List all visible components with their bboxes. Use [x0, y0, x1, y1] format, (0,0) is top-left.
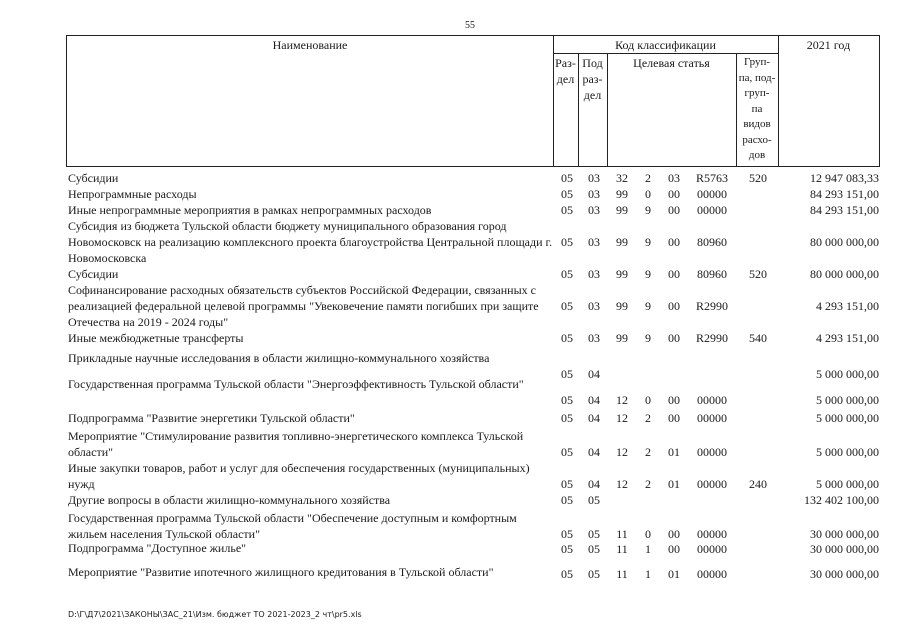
code-c: 00	[668, 235, 680, 249]
code-c: 00	[668, 267, 680, 281]
table-row	[0, 540, 905, 558]
code-a: 99	[616, 235, 628, 249]
code-c: 00	[668, 187, 680, 201]
code-g: 540	[749, 331, 767, 345]
code-p: 03	[588, 187, 600, 201]
code-d: 80960	[697, 235, 727, 249]
code-d: 00000	[697, 527, 727, 541]
code-c: 00	[668, 542, 680, 556]
code-d: 00000	[697, 203, 727, 217]
header-code: Код классификации	[615, 38, 716, 52]
table-row	[0, 186, 905, 202]
table-row	[0, 428, 905, 460]
table-row	[0, 282, 905, 330]
code-c: 01	[668, 445, 680, 459]
row-sum: 30 000 000,00	[810, 542, 879, 556]
code-p: 04	[588, 393, 600, 407]
code-p: 04	[588, 367, 600, 381]
table-header	[66, 35, 880, 167]
code-b: 2	[645, 477, 651, 491]
code-c: 00	[668, 331, 680, 345]
table-row	[0, 330, 905, 346]
code-c: 00	[668, 527, 680, 541]
code-b: 1	[645, 542, 651, 556]
row-sum: 4 293 151,00	[816, 299, 879, 313]
code-b: 0	[645, 187, 651, 201]
code-b: 1	[645, 567, 651, 581]
row-name: Иные закупки товаров, работ и услуг для обеспечения государственных (муниципальных) нужд	[68, 461, 530, 491]
code-b: 9	[645, 299, 651, 313]
code-c: 01	[668, 567, 680, 581]
row-name: Иные непрограммные мероприятия в рамках непрограммных расходов	[68, 203, 432, 217]
code-g: 520	[749, 171, 767, 185]
code-r: 05	[561, 477, 573, 491]
col-divider	[778, 36, 779, 166]
code-a: 99	[616, 299, 628, 313]
code-a: 32	[616, 171, 628, 185]
code-d: R2990	[695, 299, 728, 313]
code-a: 11	[616, 527, 628, 541]
code-r: 05	[561, 267, 573, 281]
row-sum: 80 000 000,00	[810, 267, 879, 281]
row-name: Софинансирование расходных обязательств субъектов Российской Федерации, связанных с реализацией федеральной целевой программы "Увековечение памяти погибших при защите Отечества на 2019 - 2024 годы"	[68, 283, 539, 329]
code-r: 05	[561, 171, 573, 185]
table-row	[0, 564, 905, 584]
code-p: 03	[588, 267, 600, 281]
row-name: Субсидия из бюджета Тульской области бюджету муниципального образования город Новомосковск на реализацию комплексного проекта благоустройства Центральной площади г. Новомосковска	[68, 219, 553, 265]
code-c: 00	[668, 411, 680, 425]
code-d: 00000	[697, 187, 727, 201]
code-b: 0	[645, 393, 651, 407]
row-divider	[553, 53, 778, 54]
row-name: Прикладные научные исследования в области жилищно-коммунального хозяйства	[68, 351, 490, 365]
table-row	[0, 218, 905, 266]
code-r: 05	[561, 567, 573, 581]
code-p: 04	[588, 411, 600, 425]
row-sum: 12 947 083,33	[810, 171, 879, 185]
row-name: Субсидии	[68, 267, 119, 281]
row-name: Иные межбюджетные трансферты	[68, 331, 244, 345]
code-r: 05	[561, 542, 573, 556]
row-name: Подпрограмма "Развитие энергетики Тульской области"	[68, 411, 355, 425]
header-name: Наименование	[272, 38, 348, 52]
code-r: 05	[561, 299, 573, 313]
code-d: 00000	[697, 477, 727, 491]
table-row	[0, 460, 905, 492]
table-row	[0, 510, 905, 540]
row-sum: 5 000 000,00	[816, 367, 879, 381]
code-r: 05	[561, 493, 573, 507]
code-a: 12	[616, 393, 628, 407]
code-a: 12	[616, 445, 628, 459]
code-p: 05	[588, 567, 600, 581]
header-group: Груп- па, под- груп- па видов расхо- дов	[738, 56, 776, 161]
code-r: 05	[561, 235, 573, 249]
row-name: Субсидии	[68, 171, 119, 185]
code-p: 03	[588, 203, 600, 217]
code-c: 01	[668, 477, 680, 491]
code-g: 240	[749, 477, 767, 491]
code-b: 2	[645, 445, 651, 459]
code-b: 9	[645, 203, 651, 217]
code-r: 05	[561, 411, 573, 425]
code-d: 00000	[697, 393, 727, 407]
row-sum: 30 000 000,00	[810, 527, 879, 541]
table-row	[0, 350, 905, 381]
row-name: Мероприятие "Развитие ипотечного жилищного кредитования в Тульской области"	[68, 565, 494, 579]
table-row	[0, 376, 905, 410]
code-b: 2	[645, 171, 651, 185]
code-r: 05	[561, 445, 573, 459]
code-p: 05	[588, 542, 600, 556]
code-a: 12	[616, 411, 628, 425]
row-sum: 4 293 151,00	[816, 331, 879, 345]
table-row	[0, 266, 905, 282]
code-p: 04	[588, 477, 600, 491]
row-sum: 5 000 000,00	[816, 477, 879, 491]
header-year: 2021 год	[806, 38, 851, 52]
code-d: 00000	[697, 567, 727, 581]
table-row	[0, 492, 905, 508]
code-p: 05	[588, 493, 600, 507]
code-c: 00	[668, 393, 680, 407]
code-c: 00	[668, 203, 680, 217]
code-b: 0	[645, 527, 651, 541]
row-sum: 84 293 151,00	[810, 187, 879, 201]
header-podrazdel: Под раз- дел	[582, 56, 603, 102]
code-a: 99	[616, 203, 628, 217]
code-d: R2990	[695, 331, 728, 345]
row-sum: 5 000 000,00	[816, 411, 879, 425]
code-b: 9	[645, 267, 651, 281]
row-sum: 5 000 000,00	[816, 445, 879, 459]
code-d: R5763	[695, 171, 728, 185]
code-p: 03	[588, 331, 600, 345]
row-name: Государственная программа Тульской области "Энергоэффективность Тульской области"	[68, 377, 524, 391]
code-d: 00000	[697, 445, 727, 459]
table-row	[0, 170, 905, 186]
row-name: Мероприятие "Стимулирование развития топливно-энергетического комплекса Тульской области"	[68, 429, 524, 459]
code-r: 05	[561, 331, 573, 345]
header-target: Целевая статья	[633, 56, 710, 70]
code-g: 520	[749, 267, 767, 281]
code-b: 2	[645, 411, 651, 425]
code-b: 9	[645, 331, 651, 345]
table-row	[0, 202, 905, 218]
code-a: 99	[616, 267, 628, 281]
code-r: 05	[561, 203, 573, 217]
code-p: 04	[588, 445, 600, 459]
code-r: 05	[561, 187, 573, 201]
code-r: 05	[561, 367, 573, 381]
code-r: 05	[561, 393, 573, 407]
code-d: 80960	[697, 267, 727, 281]
code-p: 03	[588, 299, 600, 313]
code-a: 99	[616, 331, 628, 345]
code-d: 00000	[697, 411, 727, 425]
code-c: 03	[668, 171, 680, 185]
code-a: 11	[616, 567, 628, 581]
code-c: 00	[668, 299, 680, 313]
footer-path: D:\Г\Д7\2021\ЗАКОНЫ\ЗАС_21\Изм. бюджет ТО 2021-2023_2 чт\pr5.xls	[68, 610, 362, 619]
row-sum: 80 000 000,00	[810, 235, 879, 249]
row-sum: 84 293 151,00	[810, 203, 879, 217]
header-razdel: Раз- дел	[555, 56, 576, 86]
table-row	[0, 410, 905, 426]
row-name: Подпрограмма "Доступное жилье"	[68, 541, 247, 555]
row-name: Государственная программа Тульской области "Обеспечение доступным и комфортным жильем населения Тульской области"	[68, 511, 517, 541]
row-sum: 30 000 000,00	[810, 567, 879, 581]
code-p: 03	[588, 171, 600, 185]
code-p: 03	[588, 235, 600, 249]
code-p: 05	[588, 527, 600, 541]
page-number: 55	[465, 20, 475, 31]
code-b: 9	[645, 235, 651, 249]
row-sum: 132 402 100,00	[804, 493, 879, 507]
code-d: 00000	[697, 542, 727, 556]
code-a: 11	[616, 542, 628, 556]
code-a: 12	[616, 477, 628, 491]
row-sum: 5 000 000,00	[816, 393, 879, 407]
code-a: 99	[616, 187, 628, 201]
row-name: Непрограммные расходы	[68, 187, 197, 201]
row-name: Другие вопросы в области жилищно-коммунального хозяйства	[68, 493, 391, 507]
code-r: 05	[561, 527, 573, 541]
